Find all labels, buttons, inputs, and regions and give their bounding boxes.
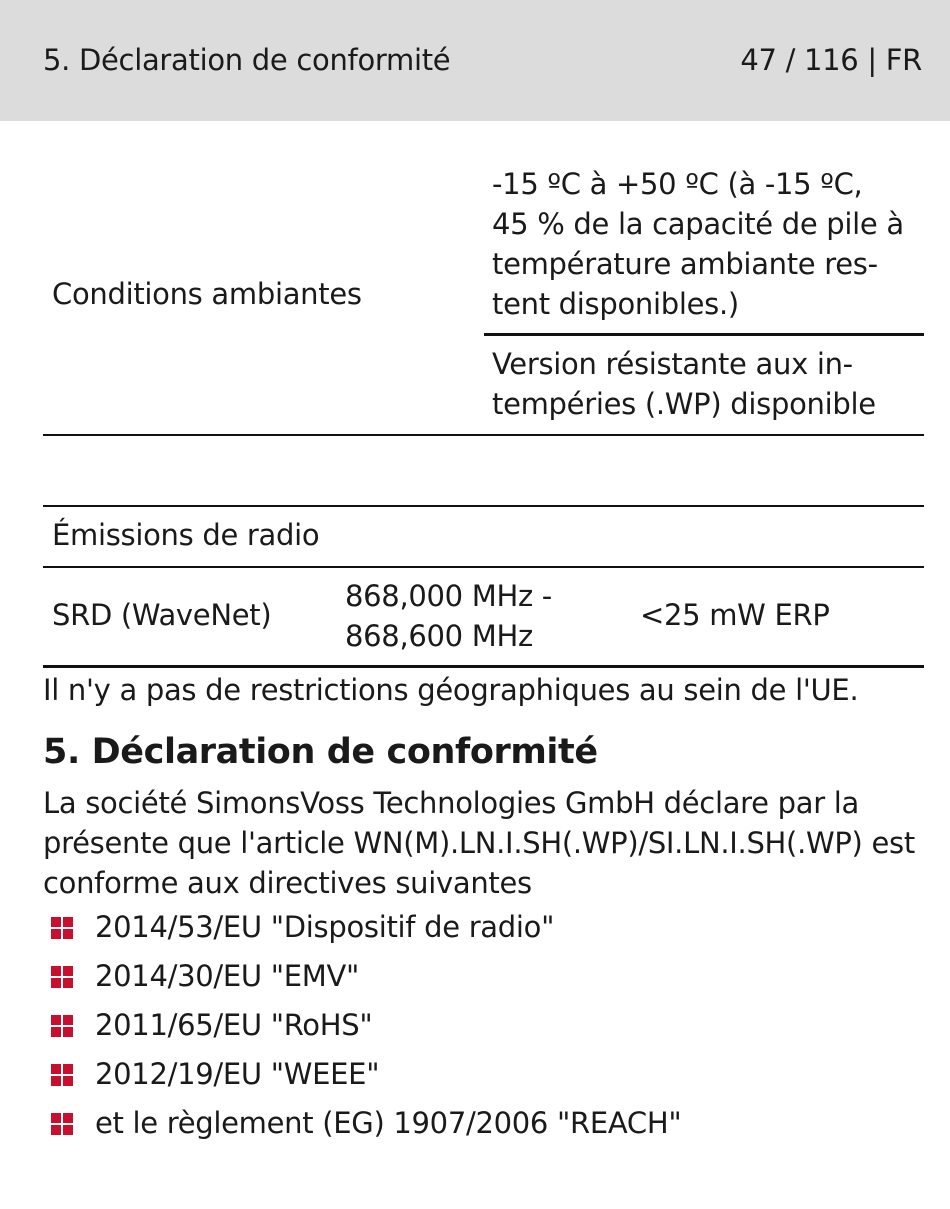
list-item-text: 2014/30/EU "EMV": [95, 959, 360, 993]
header-section-title: 5. Déclaration de conformité: [43, 43, 451, 77]
table-rule: [43, 434, 924, 436]
list-item-text: et le règlement (EG) 1907/2006 "REACH": [95, 1106, 682, 1140]
table-rule: [484, 333, 924, 336]
radio-emissions-heading: Émissions de radio: [52, 518, 320, 552]
directives-list: [43, 907, 681, 1152]
list-item: [43, 1103, 681, 1152]
bullet-icon: [51, 1113, 73, 1135]
geographic-note: Il n'y a pas de restrictions géographiques au sein de l'UE.: [43, 673, 859, 707]
list-item-text: 2014/53/EU "Dispositif de radio": [95, 910, 555, 944]
conditions-value-weatherproof: Version résistante aux in- tempéries (.WP) disponible: [492, 347, 876, 421]
bullet-icon: [51, 1015, 73, 1037]
radio-row-name: SRD (WaveNet): [52, 598, 272, 632]
table-rule: [43, 505, 924, 507]
list-item-text: 2011/65/EU "RoHS": [95, 1008, 373, 1042]
list-item: [43, 907, 681, 956]
bullet-icon: [51, 1064, 73, 1086]
section-heading: 5. Déclaration de conformité: [43, 732, 598, 772]
bullet-icon: [51, 917, 73, 939]
table-rule: [43, 665, 924, 668]
radio-row-power: <25 mW ERP: [640, 598, 830, 632]
list-item: [43, 956, 681, 1005]
header-page-number: 47 / 116 | FR: [740, 43, 922, 77]
list-item: [43, 1054, 681, 1103]
conditions-value-temperature: -15 ºC à +50 ºC (à -15 ºC, 45 % de la capacité de pile à température ambiante res- tent disponibles.): [492, 167, 904, 321]
list-item-text: 2012/19/EU "WEEE": [95, 1057, 380, 1091]
bullet-icon: [51, 966, 73, 988]
list-item: [43, 1005, 681, 1054]
table-rule: [43, 566, 924, 568]
conditions-label: Conditions ambiantes: [52, 277, 362, 311]
conformity-paragraph: La société SimonsVoss Technologies GmbH déclare par la présente que l'article WN(M).LN.I.SH(.WP)/SI.LN.I.SH(.WP) est conforme aux directives suivantes: [43, 786, 915, 900]
page-header: [0, 0, 950, 121]
radio-row-frequency: 868,000 MHz - 868,600 MHz: [345, 579, 552, 653]
